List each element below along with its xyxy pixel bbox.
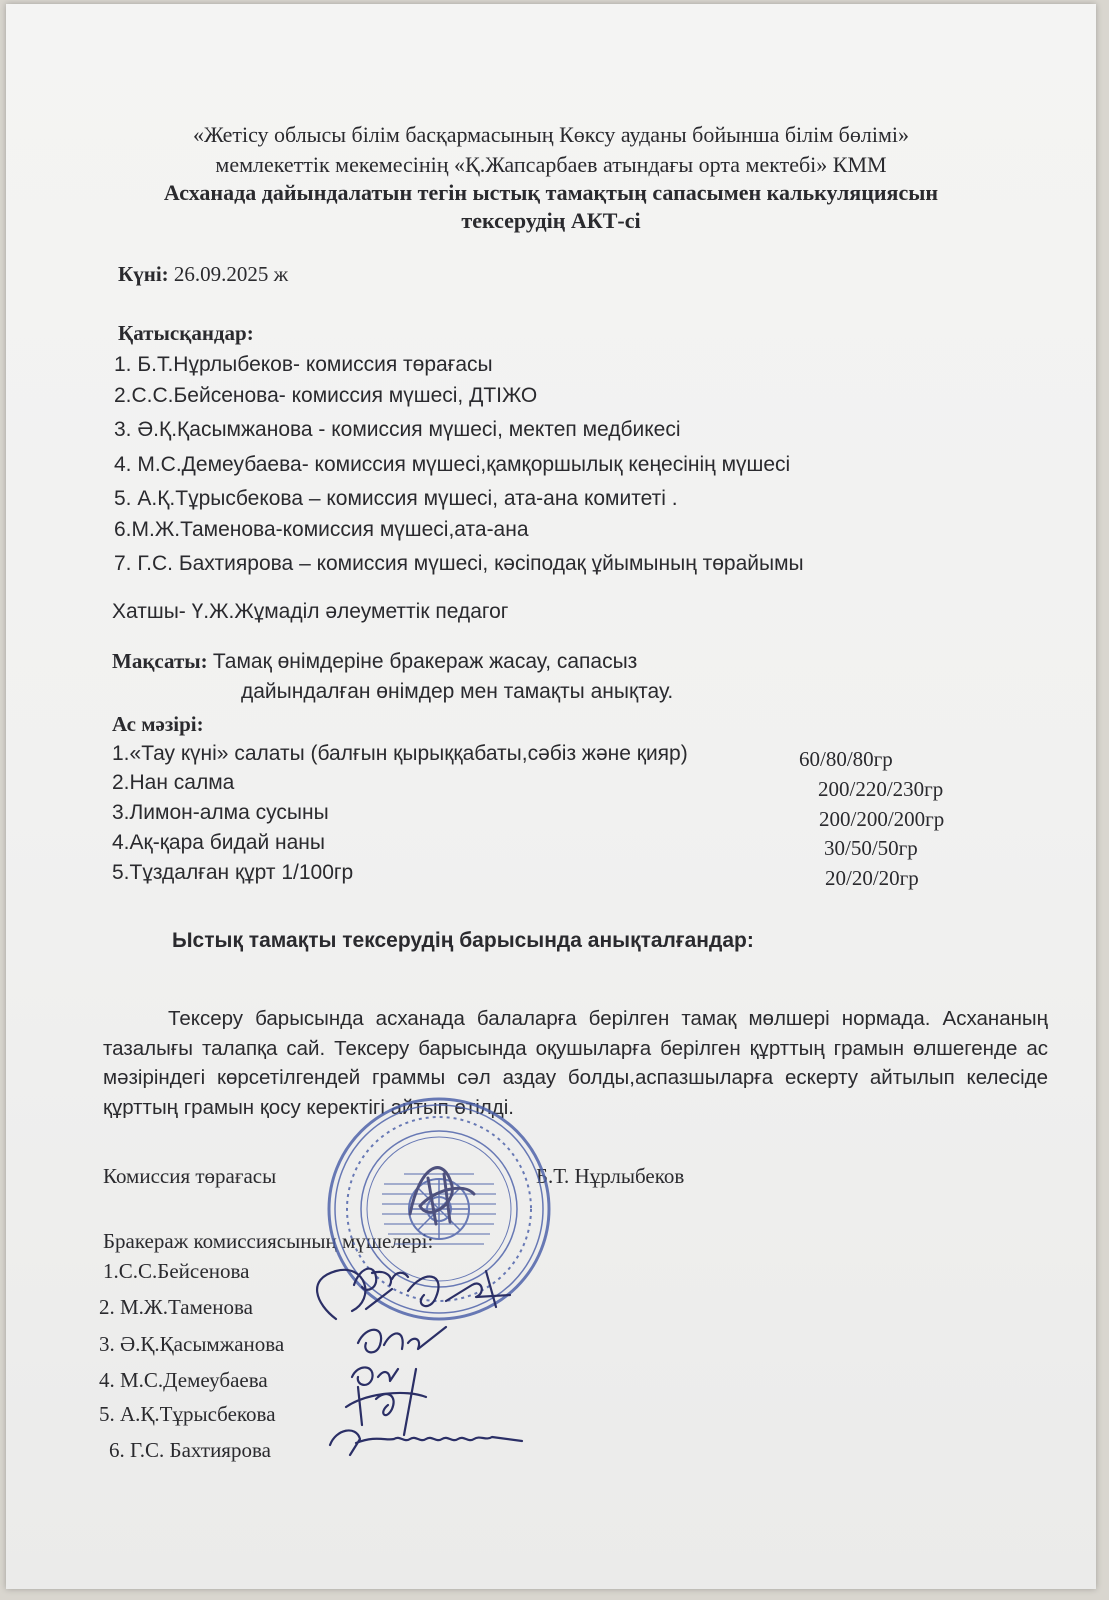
member-2: 2. М.Ж.Таменова bbox=[99, 1295, 253, 1319]
member-5: 5. А.Қ.Тұрысбекова bbox=[99, 1402, 276, 1426]
member-1: 1.С.С.Бейсенова bbox=[103, 1259, 250, 1283]
menu-item-3-grams: 200/200/200гр bbox=[819, 807, 945, 831]
title-line-1: Асханада дайындалатын тегін ыстық тамақтың сапасымен калькуляциясын bbox=[163, 180, 939, 205]
menu-item-2-name: 2.Нан салма bbox=[112, 771, 235, 794]
chair-label: Комиссия төрағасы bbox=[103, 1164, 277, 1188]
findings-heading: Ыстық тамақты тексерудің барысында анықталғандар: bbox=[172, 929, 754, 952]
member-signatures bbox=[296, 1249, 536, 1464]
member-6: 6. Г.С. Бахтиярова bbox=[109, 1438, 271, 1462]
date-label: Күні: bbox=[118, 262, 169, 286]
member-3: 3. Ә.Қ.Қасымжанова bbox=[99, 1332, 285, 1356]
title-line-2: тексерудің АКТ-сі bbox=[461, 208, 641, 233]
participant-1: 1. Б.Т.Нұрлыбеков- комиссия төрағасы bbox=[114, 353, 493, 376]
participant-7: 7. Г.С. Бахтиярова – комиссия мүшесі, кәсіподақ ұйымының төрайымы bbox=[114, 552, 804, 575]
menu-item-4-grams: 30/50/50гр bbox=[824, 836, 918, 860]
member-4: 4. М.С.Демеубаева bbox=[99, 1368, 268, 1392]
goal-line-1: Тамақ өнімдеріне бракераж жасау, сапасыз bbox=[212, 650, 638, 673]
menu-item-2-grams: 200/220/230гр bbox=[818, 777, 944, 801]
date-value: 26.09.2025 ж bbox=[173, 262, 289, 286]
menu-item-1-name: 1.«Тау күні» салаты (балғын қырыққабаты,сәбіз және қияр) bbox=[112, 742, 688, 765]
participants-label: Қатысқандар: bbox=[118, 321, 254, 345]
chair-name: Б.Т. Нұрлыбеков bbox=[536, 1164, 685, 1188]
participant-6: 6.М.Ж.Таменова-комиссия мүшесі,ата-ана bbox=[114, 518, 529, 541]
header-line-1: «Жетісу облысы білім басқармасының Көксу ауданы бойынша білім бөлімі» bbox=[192, 122, 909, 147]
findings-text: Тексеру барысында асханада балаларға берілген тамақ мөлшері нормада. Асхананың тазалығы талапқа сай. Тексеру барысында оқушыларға берілген құрттың грамын өлшегенде ас мәзіріндегі көрсетілгендей граммы сәл аздау болды,аспазшыларға ескерту айтылып келесіде құрттың грамын қосу керектігі айтып өтілді. bbox=[103, 1007, 1048, 1119]
menu-item-1-grams: 60/80/80гр bbox=[799, 747, 893, 771]
participant-2: 2.С.С.Бейсенова- комиссия мүшесі, ДТІЖО bbox=[114, 384, 538, 407]
goal-line-2: дайындалған өнімдер мен тамақты анықтау. bbox=[241, 680, 674, 703]
menu-item-5-name: 5.Тұздалған құрт 1/100гр bbox=[112, 861, 354, 884]
participant-3: 3. Ә.Қ.Қасымжанова - комиссия мүшесі, мектеп медбикесі bbox=[114, 418, 681, 441]
members-label: Бракераж комиссиясының мүшелері: bbox=[103, 1229, 434, 1253]
secretary: Хатшы- Ү.Ж.Жұмаділ әлеуметтік педагог bbox=[112, 600, 509, 623]
participant-4: 4. М.С.Демеубаева- комиссия мүшесі,қамқоршылық кеңесінің мүшесі bbox=[114, 453, 791, 476]
date-row bbox=[118, 262, 288, 287]
participant-5: 5. А.Қ.Тұрысбекова – комиссия мүшесі, ата-ана комитеті . bbox=[114, 487, 678, 510]
document-page bbox=[6, 4, 1096, 1589]
goal-label: Мақсаты: bbox=[112, 649, 208, 673]
menu-item-3-name: 3.Лимон-алма сусыны bbox=[112, 801, 329, 824]
header-line-2: мемлекеттік мекемесінің «Қ.Жапсарбаев атындағы орта мектебі» КММ bbox=[215, 152, 887, 177]
goal-row bbox=[112, 649, 637, 674]
menu-label: Ас мәзірі: bbox=[112, 712, 204, 736]
menu-item-4-name: 4.Ақ-қара бидай наны bbox=[112, 831, 325, 854]
menu-item-5-grams: 20/20/20гр bbox=[825, 866, 919, 890]
